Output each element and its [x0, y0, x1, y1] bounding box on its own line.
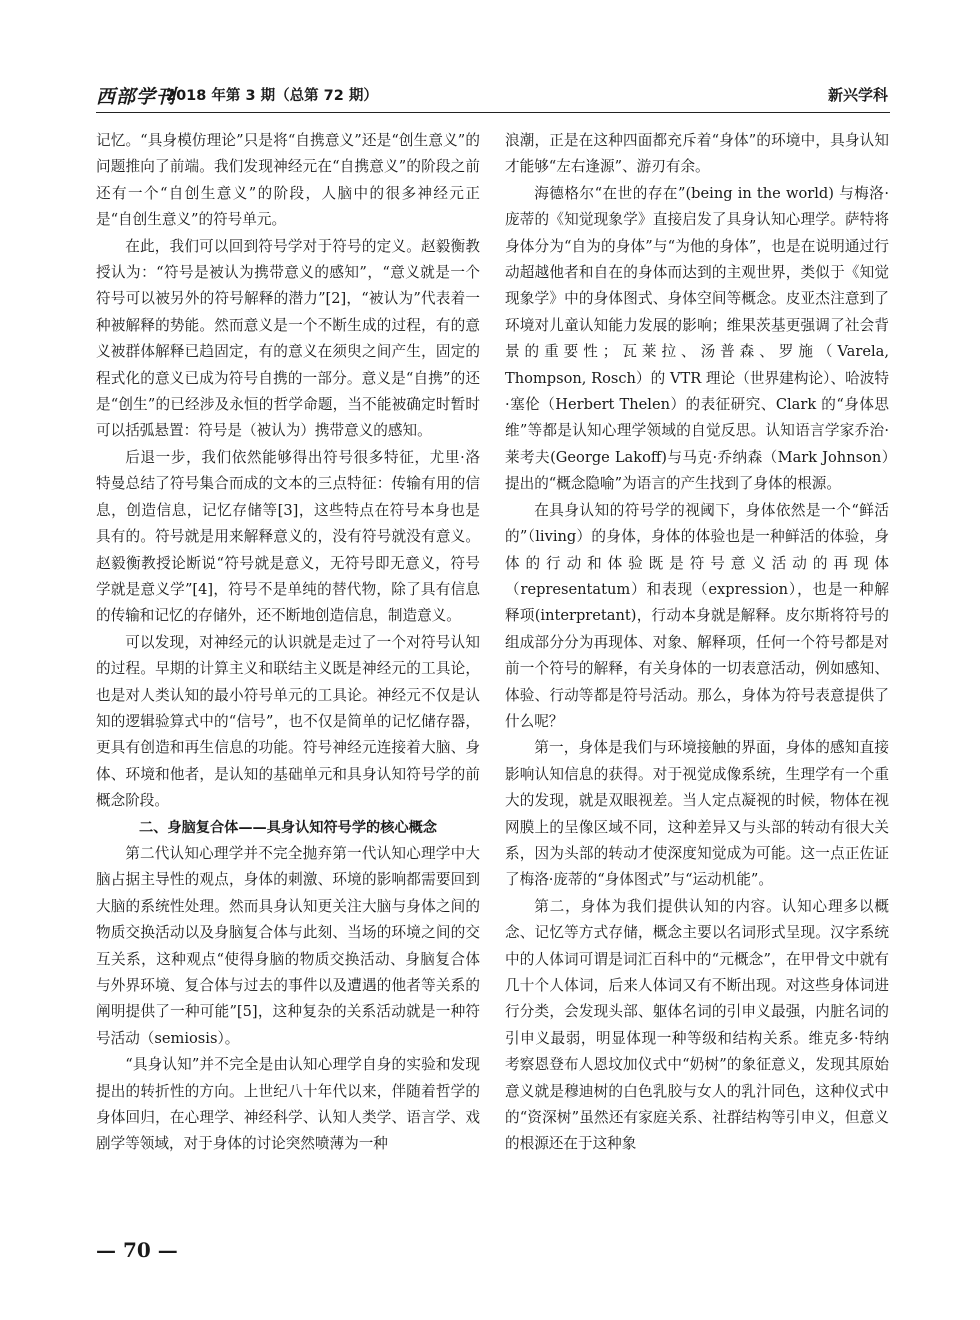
paragraph: “具身认知”并不完全是由认知心理学自身的实验和发现提出的转折性的方向。上世纪八十年代以来，伴随着哲学的身体回归，在心理学、神经科学、认知人类学、语言学、戏剧学等领域，对于身体的讨论突然喷薄为一种 — [96, 1056, 480, 1153]
paragraph: 在具身认知的符号学的视阈下，身体依然是一个“鲜活的”（living）的身体，身体的体验也是一种鲜活的体验，身体的行动和体验既是符号意义活动的再现体（representatum）和表现（expression），也是一种解释项(interpretant)，行动本身就是解释。皮尔斯将符号的组成部分分为再现体、对象、解释项，任何一个符号都是对前一个符号的解释，有关身体的一切表意活动，例如感知、体验、行动等都是符号活动。那么，身体为符号表意提供了什么呢？ — [505, 501, 889, 730]
paragraph: 在此，我们可以回到符号学对于符号的定义。赵毅衡教授认为：“符号是被认为携带意义的感知”，“意义就是一个符号可以被另外的符号解释的潜力”[2]，“被认为”代表着一种被解释的势能。然而意义是一个不断生成的过程，有的意义被群体解释已趋固定，有的意义在须臾之间产生，固定的程式化的意义已成为符号自携的一部分。意义是“自携”的还是“创生”的已经涉及永恒的哲学命题，当不能被确定时暂时可以括弧悬置：符号是（被认为）携带意义的感知。 — [96, 237, 480, 440]
left-column — [96, 128, 480, 1158]
header-rule — [96, 112, 890, 113]
paragraph: 第二，身体为我们提供认知的内容。认知心理多以概念、记忆等方式存储，概念主要以名词形式呈现。汉字系统中的人体词可谓是词汇百科中的“元概念”，在甲骨文中就有几十个人体词，后来人体词又有不断出现。对这些身体词进行分类，会发现头部、躯体名词的引申义最强，内脏名词的引申义最弱，明显体现一种等级和结构关系。维克多·特纳考察恩登布人恩坟加仪式中“奶树”的象征意义，发现其原始意义就是穆迪树的白色乳胶与女人的乳汁同色，这种仪式中的“资深树”虽然还有家庭关系、社群结构等引申义，但意义的根源还在于这种象 — [505, 897, 889, 1153]
section-heading: 二、身脑复合体——具身认知符号学的核心概念 — [139, 819, 437, 836]
paragraph: 浪潮，正是在这种四面都充斥着“身体”的环境中，具身认知才能够“左右逢源”、游刃有余。 — [505, 132, 889, 176]
section-name: 新兴学科 — [827, 86, 888, 104]
right-column — [505, 128, 889, 1158]
page-header — [96, 78, 888, 112]
page-number: — 70 — — [96, 1238, 178, 1262]
paragraph: 第一，身体是我们与环境接触的界面，身体的感知直接影响认知信息的获得。对于视觉成像系统，生理学有一个重大的发现，就是双眼视差。当人定点凝视的时候，物体在视网膜上的呈像区域不同，这种差异又与头部的转动有很大关系，因为头部的转动才使深度知觉成为可能。这一点正佐证了梅洛·庞蒂的“身体图式”与“运动机能”。 — [505, 739, 889, 889]
paragraph: 海德格尔“在世的存在”(being in the world) 与梅洛·庞蒂的《知觉现象学》直接启发了具身认知心理学。萨特将身体分为“自为的身体”与“为他的身体”，也是在说明通过行动超越他者和自在的身体而达到的主观世界，类似于《知觉现象学》中的身体图式、身体空间等概念。皮亚杰注意到了环境对儿童认知能力发展的影响；维果茨基更强调了社会背景的重要性；瓦莱拉、汤普森、罗施（Varela, Thompson, Rosch）的 VTR 理论（世界建构论）、哈波特·塞伦（Herbert Thelen）的表征研究、Clark 的“身体思维”等都是认知心理学领域的自觉反思。认知语言学家乔治·莱考夫(George Lakoff)与马克·乔纳森（Mark Johnson）提出的“概念隐喻”为语言的产生找到了身体的根源。 — [505, 184, 889, 493]
paragraph: 第二代认知心理学并不完全抛弃第一代认知心理学中大脑占据主导性的观点，身体的刺激、环境的影响都需要回到大脑的系统性处理。然而具身认知更关注大脑与身体之间的物质交换活动以及身脑复合体与此刻、当场的环境之间的交互关系，这种观点“使得身脑的物质交换活动、身脑复合体与外界环境、复合体与过去的事件以及遭遇的他者等关系的阐明提供了一种可能”[5]，这种复杂的关系活动就是一种符号活动（semiosis）。 — [96, 844, 480, 1047]
paragraph: 记忆。“具身模仿理论”只是将“自携意义”还是“创生意义”的问题推向了前端。我们发现神经元在“自携意义”的阶段之前还有一个“自创生意义”的阶段，人脑中的很多神经元正是“自创生意义”的符号单元。 — [96, 132, 480, 229]
journal-logo: 西部学刊 — [96, 86, 177, 108]
paragraph: 后退一步，我们依然能够得出符号很多特征，尤里·洛特曼总结了符号集合而成的文本的三点特征：传输有用的信息，创造信息，记忆存储等[3]，这些特点在符号本身也是具有的。符号就是用来解释意义的，没有符号就没有意义。赵毅衡教授论断说“符号就是意义，无符号即无意义，符号学就是意义学”[4]，符号不是单纯的替代物，除了具有信息的传输和记忆的存储外，还不断地创造信息，制造意义。 — [96, 448, 480, 625]
issue-info: 2018 年第 3 期（总第 72 期） — [166, 88, 378, 104]
paragraph: 可以发现，对神经元的认识就是走过了一个对符号认知的过程。早期的计算主义和联结主义既是神经元的工具论，也是对人类认知的最小符号单元的工具论。神经元不仅是认知的逻辑验算式中的“信号”，也不仅是简单的记忆储存器，更具有创造和再生信息的功能。符号神经元连接着大脑、身体、环境和他者，是认知的基础单元和具身认知符号学的前概念阶段。 — [96, 633, 480, 810]
